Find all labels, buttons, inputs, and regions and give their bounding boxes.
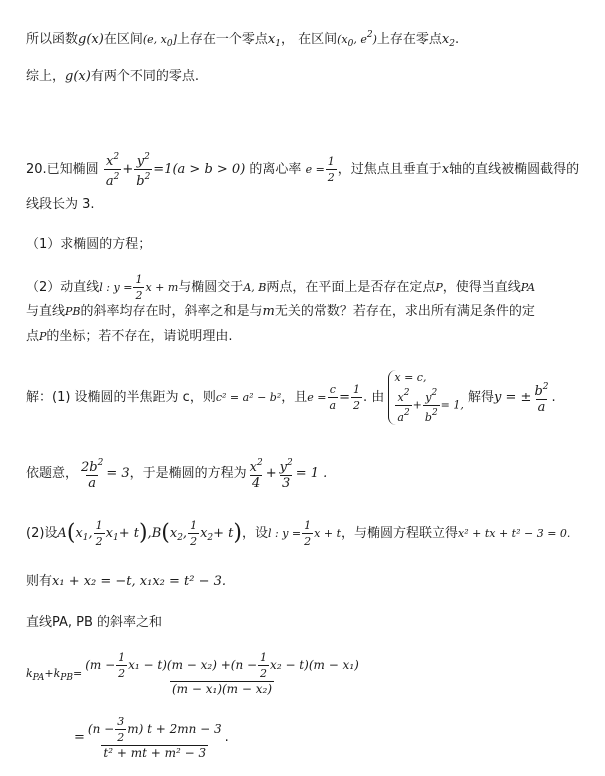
text: . 由 — [362, 390, 385, 405]
math: x² + tx + t² − 3 = 0. — [458, 527, 571, 540]
text: . — [454, 32, 460, 47]
text: 的斜率均存在时，斜率之和是与 — [80, 304, 263, 319]
math: y = ± — [494, 390, 532, 405]
text: ，使得当直线 — [442, 280, 521, 295]
math: c² = a² − b² — [215, 391, 282, 404]
math: (e, $x_0$] — [142, 33, 177, 49]
text: 点 — [26, 329, 40, 344]
fraction: $\frac{y^2}{b^2}$ — [136, 152, 151, 189]
text: ，且 — [281, 390, 308, 405]
math: =1(a > b > 0) — [153, 162, 246, 177]
point-a: $A(x_1$, $\frac{1}{2}$ $x_1+ t$), — [57, 519, 152, 548]
math: x₁ + x₂ = −t, x₁x₂ = t² − 3. — [52, 574, 227, 589]
solution-line-1: 解：(1) 设椭圆的半焦距为 c，则c² = a² − b²，且e = $\frac{c}{a}$ = $\frac{1}{2}$ . 由 x = c, $\frac{x^2}{a^2}$ + $\frac{y^2}{b^2}$ = 1, 解得y = ± $\frac{b^2}{a}$ . — [26, 371, 556, 424]
text: 有两个不同的零点. — [90, 69, 199, 84]
solution-line-5: 直线PA, PB 的斜率之和 — [26, 615, 163, 630]
math: = 1 . — [295, 466, 328, 481]
problem-line-1: 20.已知椭圆 $\frac{x^2}{a^2}$ + $\frac{y^2}{b^2}$ =1(a > b > 0) 的离心率 e = $\frac{1}{2}$ ，过焦点且垂直于x轴的直线被椭圆截得的 — [26, 152, 580, 189]
solution-line-4 — [26, 573, 226, 591]
text: 与直线 — [26, 304, 66, 319]
fraction: $\frac{b^2}{a}$ — [534, 382, 549, 415]
text: (2)设 — [26, 526, 58, 541]
math: g(x) — [65, 69, 91, 84]
math: PA — [520, 281, 536, 294]
fraction: $\frac{y^2}{3}$ — [279, 458, 293, 491]
slope-sum-result: = (n − $\frac{3}{2}$ m) t + 2mn − 3 t² + mt + m² − 3 . — [74, 715, 229, 760]
math: m — [262, 304, 275, 319]
text: ， 在区间 — [280, 32, 338, 47]
text: ，与椭圆方程联立得 — [341, 526, 459, 541]
text: 解：(1) 设椭圆的半焦距为 c，则 — [26, 390, 216, 405]
math: g(x) — [78, 32, 104, 47]
slope-sum-equation — [26, 650, 362, 697]
math: P — [435, 281, 443, 294]
math: A, B — [243, 281, 267, 294]
math: PB — [65, 305, 81, 318]
text: 两点，在平面上是否存在定点 — [266, 280, 436, 295]
k-sum: $k_{PA}+k_{PB}=$ — [26, 667, 83, 683]
text: 所以函数 — [26, 32, 79, 47]
fraction: $\frac{1}{2}$ — [327, 155, 335, 184]
equation-system: x = c, $\frac{x^2}{a^2}$ + $\frac{y^2}{b^2}$ = 1, — [388, 370, 464, 425]
fraction: $\frac{x^2}{4}$ — [249, 458, 263, 491]
text: 的坐标；若不存在，请说明理由. — [46, 329, 233, 344]
solution-line-3 — [26, 518, 570, 549]
math: x + m — [145, 281, 179, 294]
fraction: (n − $\frac{3}{2}$ m) t + 2mn − 3 t² + mt + m² − 3 — [87, 715, 222, 760]
text: 上存在一个零点 — [176, 32, 268, 47]
text: 则有 — [26, 574, 53, 589]
fraction: $\frac{1}{2}$ — [304, 519, 312, 548]
point-b: $B(x_2$, $\frac{1}{2}$ $x_2+ t$) — [151, 519, 242, 548]
math: e = — [307, 391, 327, 404]
fraction: $\frac{x^2}{a^2}$ — [105, 152, 120, 189]
math: e = — [305, 163, 325, 176]
solution-line-2: 依题意， $\frac{2b^2}{a}$ = 3，于是椭圆的方程为 $\frac{x^2}{4}$ + $\frac{y^2}{3}$ = 1 . — [26, 458, 328, 491]
text: ，于是椭圆的方程为 — [129, 466, 247, 481]
prev-line-2 — [26, 68, 199, 86]
fraction: (m − $\frac{1}{2}$ x₁ − t)(m − x₂) +(n − $\frac{1}{2}$ x₂ − t)(m − x₁) (m − x₁)(m − x₂) — [85, 651, 359, 696]
math: x — [441, 162, 450, 177]
math: l : y = — [99, 281, 133, 294]
fraction: $\frac{2b^2}{a}$ — [81, 458, 104, 491]
text: 20.已知椭圆 — [26, 162, 99, 177]
text: 的离心率 — [249, 162, 302, 177]
question-2-line-3 — [26, 328, 233, 346]
fraction: $\frac{c}{a}$ — [329, 383, 337, 412]
text: 轴的直线被椭圆截得的 — [449, 162, 580, 177]
text: ，过焦点且垂直于 — [337, 162, 442, 177]
question-2-line-2 — [26, 303, 535, 321]
text: ，设 — [241, 526, 268, 541]
fraction: $\frac{1}{2}$ — [135, 273, 143, 302]
fraction: $\frac{1}{2}$ — [352, 383, 360, 412]
prev-line-1 — [26, 26, 459, 53]
text: 无关的常数？若存在，求出所有满足条件的定 — [274, 304, 535, 319]
problem-line-2: 线段长为 3. — [26, 197, 95, 212]
text: 上存在零点 — [376, 32, 442, 47]
text: 解得 — [468, 390, 495, 405]
math: $x_1$ — [267, 32, 281, 49]
math: ($x_0$, $e^2$) — [337, 30, 377, 49]
math: l : y = — [268, 527, 302, 540]
text: 综上， — [26, 69, 66, 84]
question-2-line-1 — [26, 272, 535, 303]
math: $x_2$ — [441, 32, 455, 49]
text: 依题意， — [26, 466, 79, 481]
math: = 3 — [106, 466, 130, 481]
text: （2）动直线 — [26, 280, 100, 295]
text: 在区间 — [103, 32, 143, 47]
math: P — [39, 330, 47, 343]
math: x + t — [314, 527, 341, 540]
text: 与椭圆交于 — [178, 280, 244, 295]
question-1: （1）求椭圆的方程； — [26, 237, 152, 252]
